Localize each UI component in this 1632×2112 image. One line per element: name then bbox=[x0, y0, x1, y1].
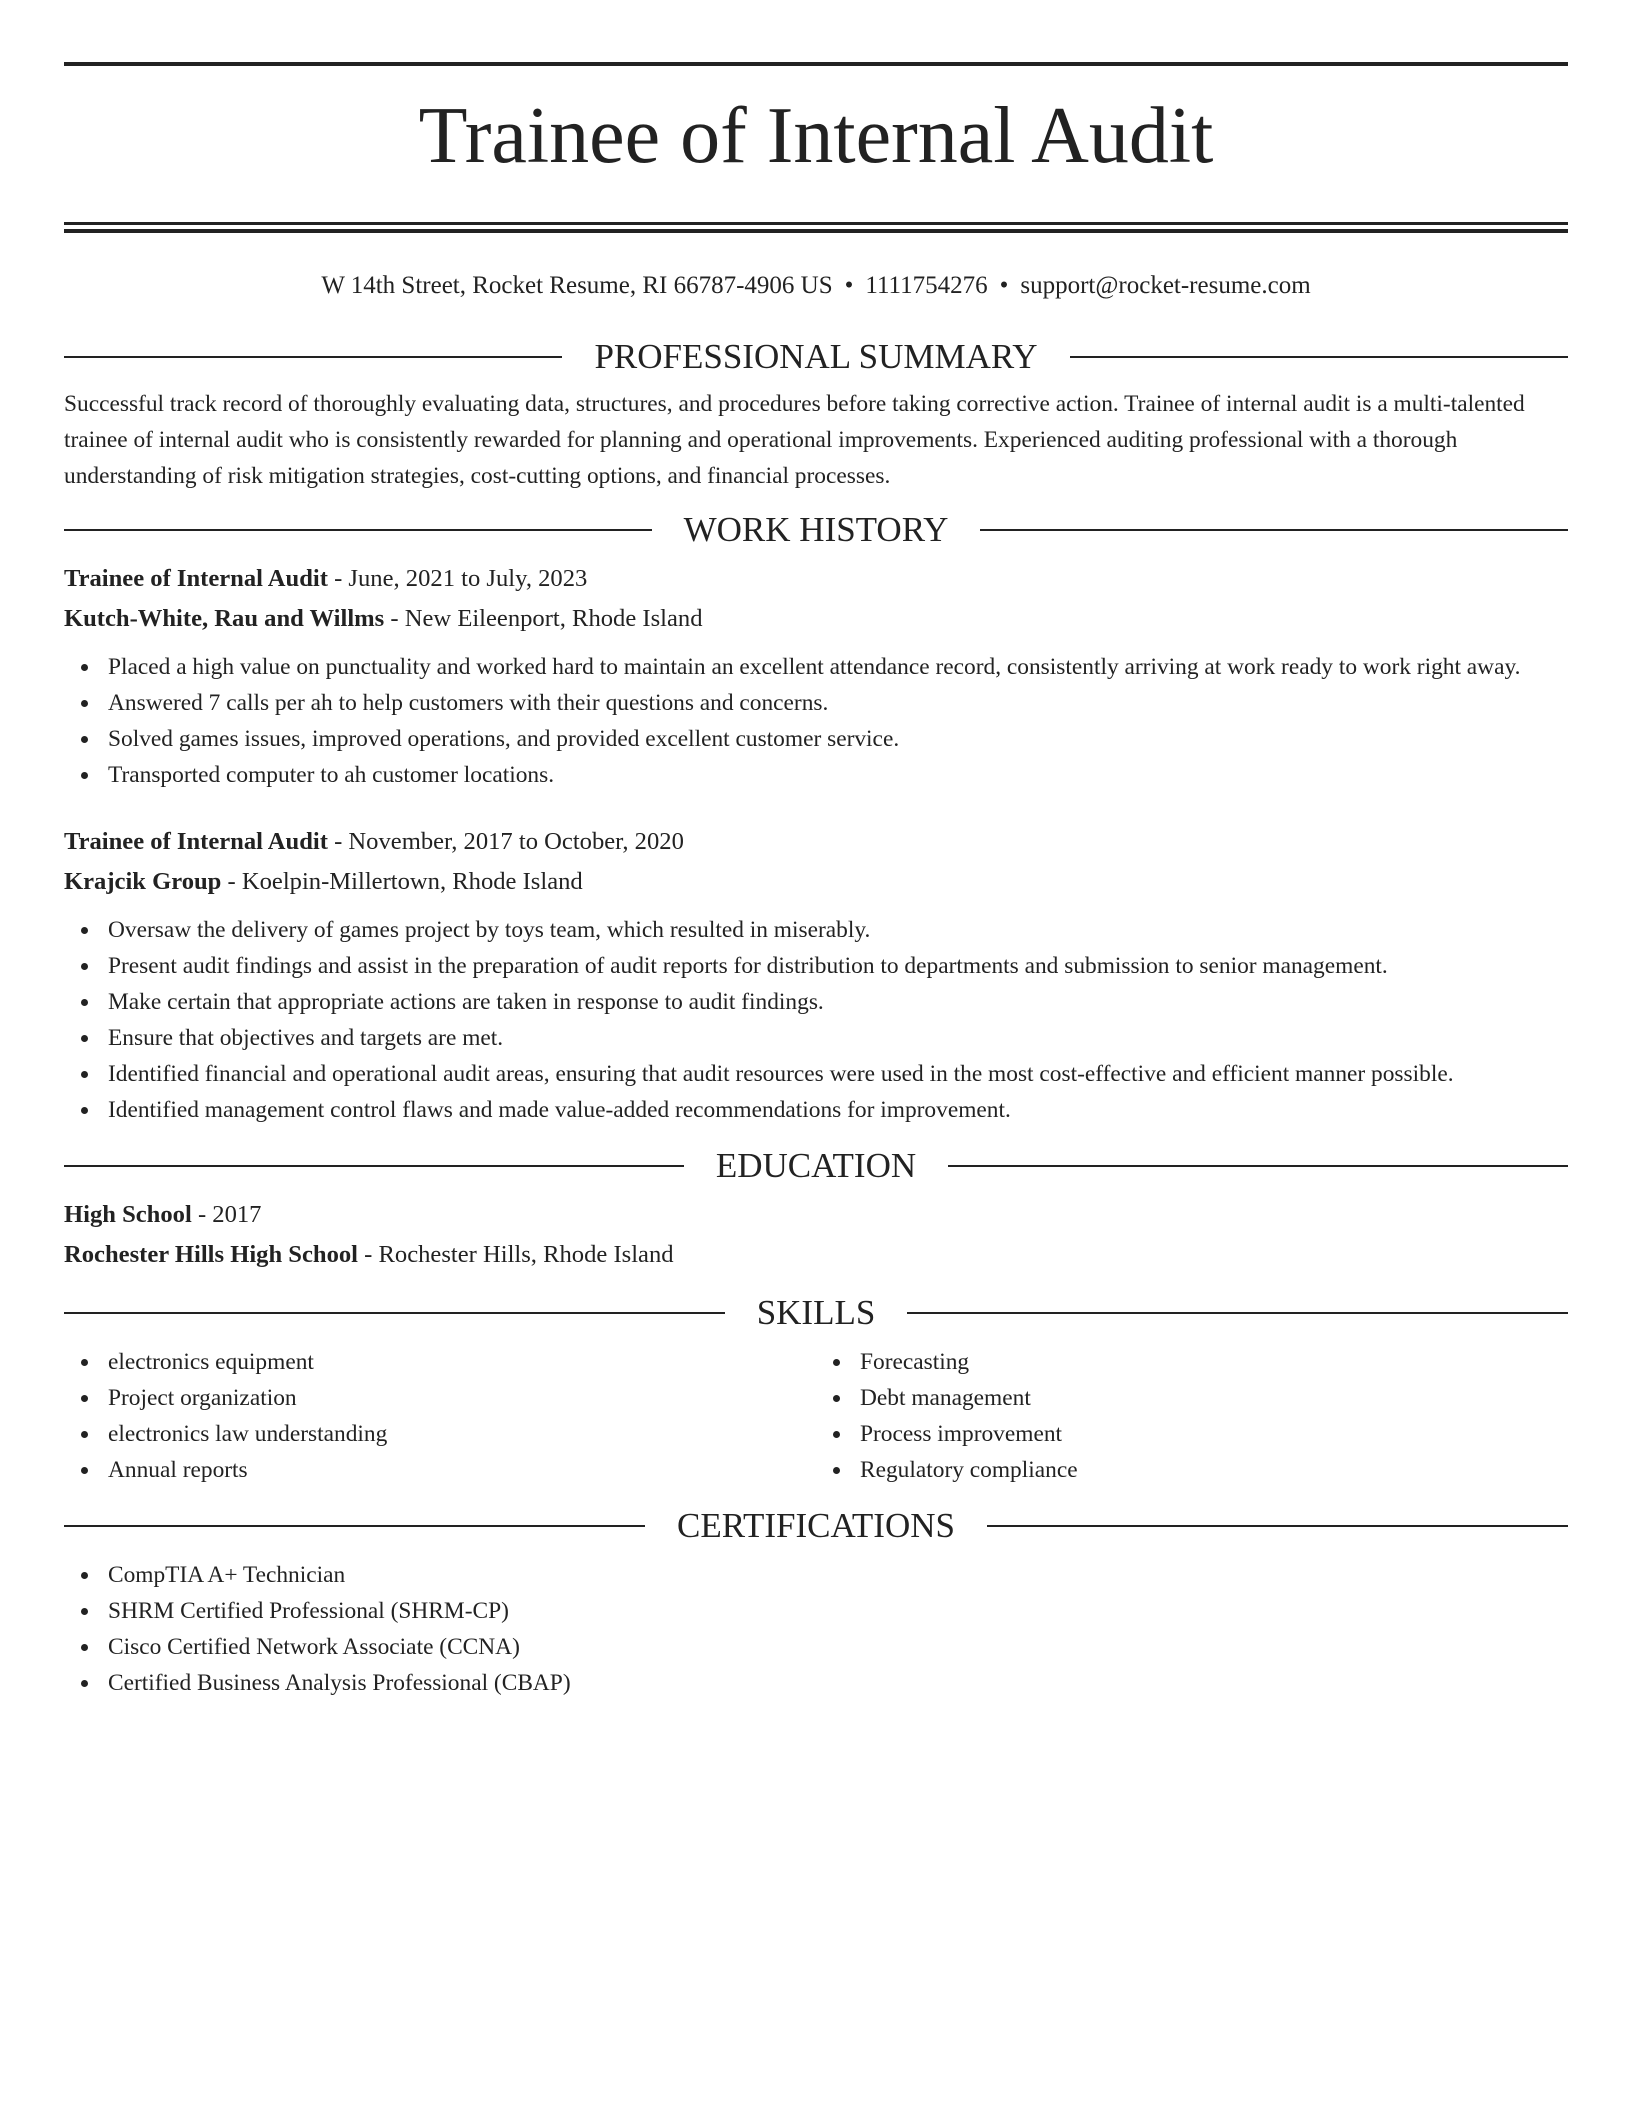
contact-separator: • bbox=[844, 272, 854, 299]
job-bullets bbox=[64, 649, 1568, 793]
section-title: CERTIFICATIONS bbox=[677, 1506, 955, 1545]
section-heading-education bbox=[64, 1148, 1568, 1183]
list-item: Answered 7 calls per ah to help customers with their questions and concerns. bbox=[64, 685, 1568, 721]
list-item: Identified financial and operational audit areas, ensuring that audit resources were used in the most cost-effective and efficient manner possible. bbox=[64, 1056, 1568, 1092]
header-double-rule bbox=[64, 222, 1568, 233]
list-item: Present audit findings and assist in the preparation of audit reports for distribution to departments and submission to senior management. bbox=[64, 948, 1568, 984]
contact-line bbox=[64, 269, 1568, 303]
section-title: WORK HISTORY bbox=[683, 510, 949, 549]
job-dates: - June, 2021 to July, 2023 bbox=[327, 565, 588, 592]
section-heading-skills bbox=[64, 1295, 1568, 1330]
heading-rule-left bbox=[64, 1525, 645, 1527]
job-company-line bbox=[64, 862, 1568, 902]
job-company: Kutch-White, Rau and Willms bbox=[64, 605, 385, 632]
education-school: Rochester Hills High School bbox=[64, 1241, 358, 1268]
list-item: Certified Business Analysis Professional (CBAP) bbox=[64, 1665, 1568, 1701]
heading-rule-right bbox=[948, 1165, 1568, 1167]
list-item: Cisco Certified Network Associate (CCNA) bbox=[64, 1629, 1568, 1665]
resume-name: Trainee of Internal Audit bbox=[418, 92, 1214, 180]
job-title-line bbox=[64, 822, 1568, 862]
list-item: Forecasting bbox=[816, 1344, 1568, 1380]
job-location: - Koelpin-Millertown, Rhode Island bbox=[221, 868, 583, 895]
job-location: - New Eileenport, Rhode Island bbox=[384, 605, 703, 632]
heading-rule-right bbox=[1070, 356, 1568, 358]
education-year: - 2017 bbox=[191, 1201, 262, 1228]
heading-rule-left bbox=[64, 1165, 684, 1167]
heading-rule-right bbox=[907, 1312, 1568, 1314]
job-entry bbox=[64, 822, 1568, 1128]
job-entry bbox=[64, 559, 1568, 793]
list-item: Debt management bbox=[816, 1380, 1568, 1416]
list-item: Regulatory compliance bbox=[816, 1452, 1568, 1488]
education-location: - Rochester Hills, Rhode Island bbox=[358, 1241, 674, 1268]
list-item: SHRM Certified Professional (SHRM-CP) bbox=[64, 1593, 1568, 1629]
job-title-line bbox=[64, 559, 1568, 599]
job-title: Trainee of Internal Audit bbox=[64, 828, 328, 855]
education-entry bbox=[64, 1195, 1568, 1275]
education-school-line bbox=[64, 1235, 1568, 1275]
list-item: Transported computer to ah customer locations. bbox=[64, 757, 1568, 793]
section-heading-summary bbox=[64, 339, 1568, 374]
list-item: CompTIA A+ Technician bbox=[64, 1557, 1568, 1593]
section-title: PROFESSIONAL SUMMARY bbox=[594, 337, 1038, 376]
job-dates: - November, 2017 to October, 2020 bbox=[327, 828, 684, 855]
list-item: Make certain that appropriate actions are taken in response to audit findings. bbox=[64, 984, 1568, 1020]
list-item: Placed a high value on punctuality and worked hard to maintain an excellent attendance record, consistently arriving at work ready to work right away. bbox=[64, 649, 1568, 685]
education-degree: High School bbox=[64, 1201, 192, 1228]
contact-email: support@rocket-resume.com bbox=[1020, 272, 1311, 299]
section-heading-certifications bbox=[64, 1508, 1568, 1543]
list-item: Solved games issues, improved operations, and provided excellent customer service. bbox=[64, 721, 1568, 757]
section-title: EDUCATION bbox=[715, 1146, 917, 1185]
section-heading-work bbox=[64, 512, 1568, 547]
contact-address: W 14th Street, Rocket Resume, RI 66787-4906 US bbox=[321, 272, 833, 299]
heading-rule-left bbox=[64, 356, 562, 358]
job-company: Krajcik Group bbox=[64, 868, 222, 895]
heading-rule-right bbox=[987, 1525, 1568, 1527]
list-item: electronics equipment bbox=[64, 1344, 816, 1380]
education-degree-line bbox=[64, 1195, 1568, 1235]
list-item: Annual reports bbox=[64, 1452, 816, 1488]
certifications-list bbox=[64, 1557, 1568, 1701]
list-item: Ensure that objectives and targets are met. bbox=[64, 1020, 1568, 1056]
list-item: Oversaw the delivery of games project by toys team, which resulted in miserably. bbox=[64, 912, 1568, 948]
skills-column-right bbox=[816, 1344, 1568, 1488]
summary-text: Successful track record of thoroughly evaluating data, structures, and procedures before taking corrective action. Trainee of internal audit is a multi-talented trainee of internal audit who is consistently rewarded for planning and operational improvements. Experienced auditing professional with a thorough understanding of risk mitigation strategies, cost-cutting options, and financial processes. bbox=[64, 391, 1525, 489]
heading-rule-left bbox=[64, 529, 652, 531]
heading-rule-left bbox=[64, 1312, 725, 1314]
section-title: SKILLS bbox=[756, 1293, 876, 1332]
contact-separator: • bbox=[999, 272, 1009, 299]
top-rule bbox=[64, 62, 1568, 66]
heading-rule-right bbox=[980, 529, 1568, 531]
skills-column-left bbox=[64, 1344, 816, 1488]
job-title: Trainee of Internal Audit bbox=[64, 565, 328, 592]
skills-grid bbox=[64, 1344, 1568, 1488]
list-item: Identified management control flaws and made value-added recommendations for improvement. bbox=[64, 1092, 1568, 1128]
job-bullets bbox=[64, 912, 1568, 1128]
job-company-line bbox=[64, 599, 1568, 639]
list-item: Process improvement bbox=[816, 1416, 1568, 1452]
list-item: Project organization bbox=[64, 1380, 816, 1416]
list-item: electronics law understanding bbox=[64, 1416, 816, 1452]
contact-phone: 1111754276 bbox=[865, 272, 988, 299]
